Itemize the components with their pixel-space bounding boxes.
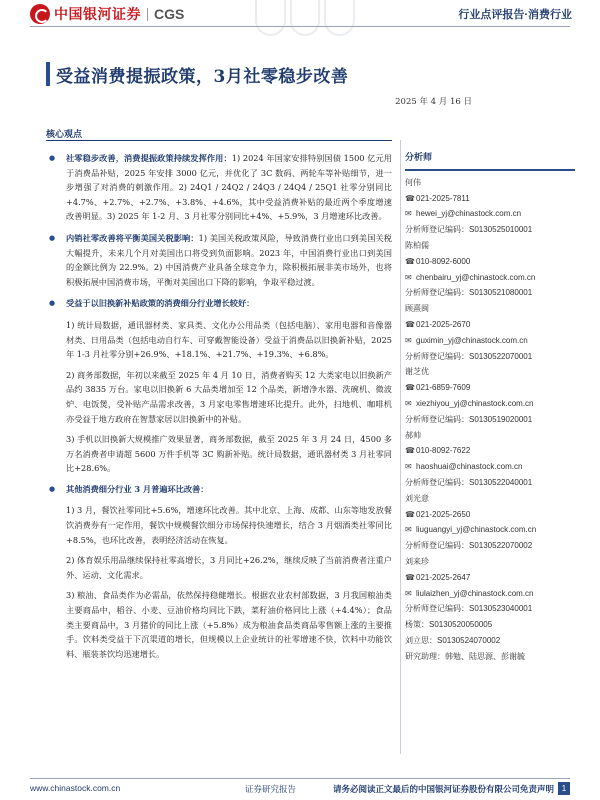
title-accent-bar (46, 62, 50, 86)
analyst-phone: 021-6859-7609 (416, 383, 471, 393)
paragraph: 2) 商务部数据，年初以来截至 2025 年 4 月 10 日，消费者购买 12 大类家电以旧换新产品约 3835 万台。家电以旧换新 6 大品类增加至 12 个品类，新增净水器、洗碗机、微波炉、电饭煲，受补贴产品需求改善，3 月家电零售增速环比提升。此外，扫地机、咖啡机亦受益于地方政府在智慧家居以旧换新中的补贴。 (66, 369, 392, 424)
analyst-reg-code-row (405, 601, 575, 617)
analyst-reg-code-row (405, 475, 575, 491)
analyst-name: 顾熹闽 (405, 304, 429, 314)
logo-text-cn: 中国银河证券 (54, 6, 141, 22)
analyst-name-row (405, 238, 575, 254)
email-icon: ✉ (405, 462, 412, 472)
analyst-reg-code-row (405, 349, 575, 365)
analyst-reg-code: 分析师登记编码：S0130522040001 (405, 477, 533, 487)
analyst-name: 陈柏儒 (405, 240, 429, 250)
phone-icon: ☎ (405, 256, 415, 266)
paragraph: 3) 手机以旧换新大规模推广效果显著，商务部数据，截至 2025 年 3 月 24 日，4500 多万名消费者申请超 5600 万件手机等 3C 购新补贴。统计局数据，通讯器材类 3 月社零同比+28.6%。 (66, 434, 392, 474)
analyst-reg-code-row (405, 412, 575, 428)
sidebar-extra-line: 刘立思：S0130524070002 (405, 635, 501, 645)
key-point-title: 社零稳步改善，消费提振政策持续发挥作用： (66, 153, 232, 163)
header-divider (30, 26, 570, 27)
analyst-phone-row (405, 443, 575, 459)
page-header (0, 0, 600, 44)
analyst-email[interactable]: liuguangyi_yj@chinastock.com.cn (416, 525, 537, 535)
page-number: 1 (558, 782, 570, 795)
key-point-title: 内销社零改善将平衡美国关税影响： (66, 232, 199, 243)
analyst-name-row (405, 491, 575, 507)
key-point-text: 1) 美国关税政策风险，导致消费行业出口到美国关税大幅提升，未来几个月对美国出口将受到负面影响。2023 年，中国消费行业出口到美国的金额比例为 22.9%。2) 中国消费产业具备全球竞争力，除积极拓展非美市场外，也将积极拓展中国消费市场，平衡对美国出口下降的影响，争取平稳过渡。 (66, 232, 392, 287)
analyst-name-row (405, 301, 575, 317)
analyst-phone-row (405, 191, 575, 207)
phone-icon: ☎ (405, 446, 415, 456)
key-point (46, 482, 392, 497)
key-point-title: 受益于以旧换新补贴政策的消费细分行业增长较好： (66, 298, 255, 309)
logo-divider (147, 8, 148, 21)
section-divider (46, 140, 392, 141)
analyst-reg-code-row (405, 285, 575, 301)
footer-divider (30, 778, 570, 779)
analyst-name: 何伟 (405, 177, 421, 187)
brand-logo (30, 4, 184, 24)
sidebar-divider (400, 140, 401, 754)
website-link[interactable]: www.chinastock.com.cn (30, 783, 121, 793)
analyst-email-row (405, 206, 575, 222)
analyst-sidebar (405, 151, 575, 665)
phone-icon: ☎ (405, 572, 415, 582)
paragraph: 1) 3 月，餐饮社零同比+5.6%，增速环比改善。其中北京、上海、成都、山东等地发放餐饮消费券有一定作用，餐饮中规模餐饮细分市场保持快速增长，结合 3 月烟酒类社零同比+8.5%，也环比改善，表明经济活动在恢复。 (66, 505, 392, 545)
analyst-name: 刘来珍 (405, 556, 429, 566)
key-point-title: 其他消费细分行业 3 月普遍环比改善： (66, 483, 209, 494)
email-icon: ✉ (405, 335, 412, 345)
phone-icon: ☎ (405, 383, 415, 393)
phone-icon: ☎ (405, 319, 415, 329)
analyst-phone-row (405, 254, 575, 270)
analyst-name-row (405, 428, 575, 444)
analyst-reg-code: 分析师登记编码：S0130522070001 (405, 351, 533, 361)
main-content (46, 151, 392, 771)
analyst-phone: 021-2025-2670 (416, 319, 471, 329)
phone-icon: ☎ (405, 193, 415, 203)
analyst-email-row (405, 586, 575, 602)
analyst-phone-row (405, 570, 575, 586)
email-icon: ✉ (405, 588, 412, 598)
paragraph: 3) 粮油、食品类作为必需品，依然保持稳健增长。根据农业农村部数据，3 月我国粮油类主要商品中，稻谷、小麦、豆油价格均同比下跌，菜籽油价格同比上涨（+4.4%）；食品类主要商品中，3 月猪价的同比上涨（+5.8%）成为粮油食品类商品零售额上涨的主要推手。饮料类受益于下沉渠道的增长，但规模以上企业统计的社零增速不快，饮料中功能饮料、瓶装茶饮均迅速增长。 (66, 590, 392, 659)
analyst-email-row (405, 396, 575, 412)
analyst-phone-row (405, 317, 575, 333)
analyst-phone: 010-8092-6000 (416, 256, 471, 266)
analyst-email[interactable]: liulaizhen_yj@chinastock.com.cn (416, 588, 534, 598)
analyst-name: 郝帅 (405, 430, 421, 440)
page-title: 受益消费提振政策，3月社零稳步改善 (56, 67, 349, 87)
analyst-email[interactable]: haoshuai@chinastock.com.cn (416, 462, 523, 472)
analyst-email[interactable]: chenbairu_yj@chinastock.com.cn (416, 272, 536, 282)
analyst-reg-code-row (405, 222, 575, 238)
key-point (46, 151, 392, 224)
analyst-reg-code: 分析师登记编码：S0130525010001 (405, 225, 533, 235)
analyst-phone-row (405, 380, 575, 396)
sidebar-extra-line: 研究助理：韩勉、陆思源、彭谢毓 (405, 651, 525, 661)
analyst-reg-code: 分析师登记编码：S0130519020001 (405, 414, 533, 424)
paragraph: 2) 体育娱乐用品继续保持社零高增长，3 月同比+26.2%，继续反映了当前消费者注重户外、运动、文化需求。 (66, 555, 392, 580)
analyst-phone: 010-8092-7622 (416, 446, 471, 456)
analyst-name-row (405, 364, 575, 380)
sidebar-heading: 分析师 (405, 151, 575, 171)
analyst-name-row (405, 554, 575, 570)
key-point-text: 1) 2024 年国家安排特别国债 1500 亿元用于消费品补贴，2025 年安排 3000 亿元，并优化了 3C 数码、两轮车等补贴细节，进一步增强了对消费的刺激作用。2) 24Q1 / 24Q2 / 24Q3 / 24Q4 / 25Q1 社零分别同比+4.7%、+2.7%、+2.7%、+3.8%、+4.6%，其中受益消费补贴的最近两个季度增速改善明显。3) 2025 年 1-2 月、3 月社零分别同比+4%、+5.9%，3 月增速环比改善。 (66, 153, 392, 222)
analyst-name: 刘光意 (405, 493, 429, 503)
report-date: 2025 年 4 月 16 日 (395, 97, 472, 107)
analyst-name: 谢芝优 (405, 367, 429, 377)
analyst-reg-code: 分析师登记编码：S0130521080001 (405, 288, 533, 298)
logo-text-en: CGS (154, 6, 185, 22)
analyst-email-row (405, 270, 575, 286)
section-label: 核心观点 (46, 130, 83, 140)
page-footer (30, 783, 570, 797)
analyst-reg-code-row (405, 538, 575, 554)
email-icon: ✉ (405, 398, 412, 408)
analyst-phone: 021-2025-7811 (416, 193, 470, 203)
analyst-name-row (405, 175, 575, 191)
analyst-list (405, 175, 575, 617)
analyst-email-row (405, 522, 575, 538)
watermark-graphic (255, 0, 355, 36)
analyst-email[interactable]: xiezhiyou_yj@chinastock.com.cn (416, 398, 534, 408)
analyst-email[interactable]: hewei_yj@chinastock.com.cn (416, 209, 522, 219)
analyst-phone: 021-2025-2650 (416, 509, 471, 519)
sidebar-extra-line: 杨策：S0130520050005 (405, 620, 493, 630)
email-icon: ✉ (405, 525, 412, 535)
analyst-email[interactable]: guximin_yj@chinastock.com.cn (416, 335, 528, 345)
email-icon: ✉ (405, 209, 412, 219)
footer-disclaimer: 请务必阅读正文最后的中国银河证券股份有限公司免责声明 (332, 784, 554, 794)
analyst-reg-code: 分析师登记编码：S0130523040001 (405, 604, 533, 614)
analyst-reg-code: 分析师登记编码：S0130522070002 (405, 541, 533, 551)
analyst-phone: 021-2025-2647 (416, 572, 471, 582)
key-point (46, 231, 392, 289)
analyst-phone-row (405, 507, 575, 523)
analyst-email-row (405, 459, 575, 475)
analyst-email-row (405, 333, 575, 349)
logo-icon (30, 4, 50, 24)
report-type: 行业点评报告·消费行业 (458, 9, 572, 21)
phone-icon: ☎ (405, 509, 415, 519)
key-point (46, 296, 392, 311)
paragraph: 1) 统计局数据，通讯器材类、家具类、文化办公用品类（包括电脑）、家用电器和音像器材类、日用品类（包括电动自行车、可穿戴智能设备）受益于消费品以旧换新补贴，2025 年 1-3 月社零分别+26.9%、+18.1%、+21.7%、+19.3%、+6.8%。 (66, 319, 392, 360)
footer-label: 证券研究报告 (245, 784, 297, 794)
email-icon: ✉ (405, 272, 412, 282)
